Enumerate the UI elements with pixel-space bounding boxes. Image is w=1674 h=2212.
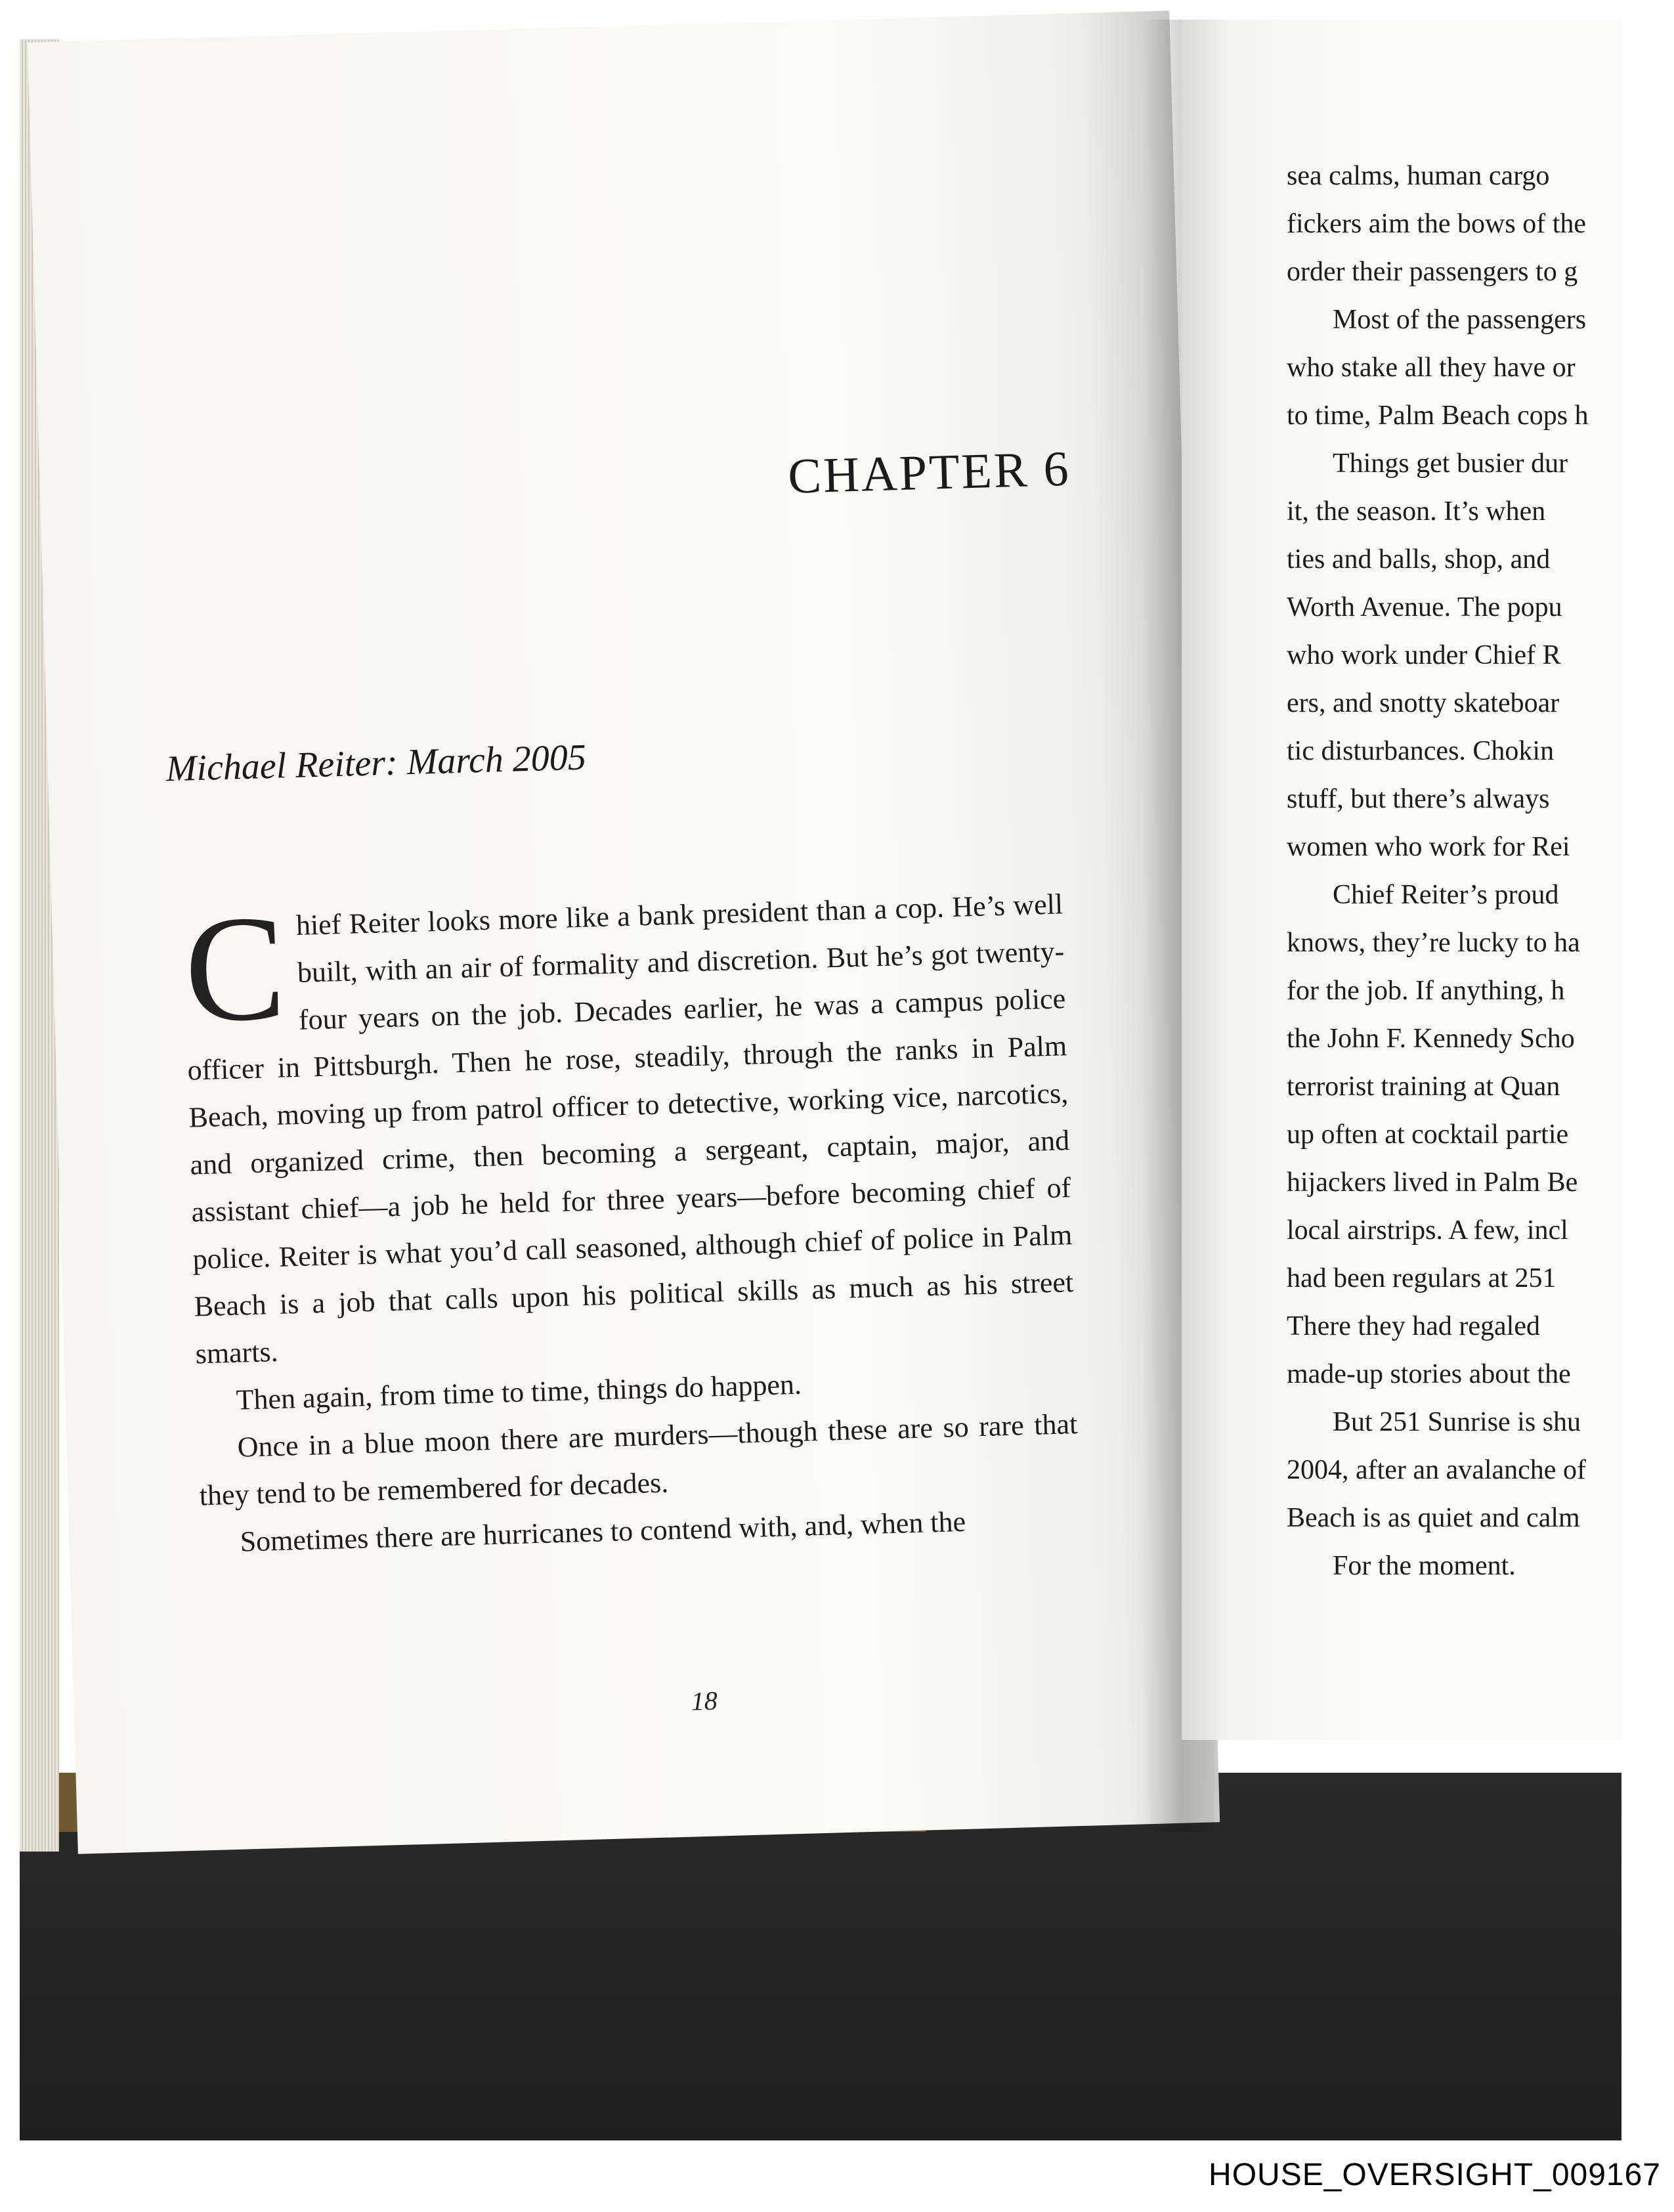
right-page-line: Things get busier dur — [1333, 448, 1568, 479]
right-page-line: Beach is as quiet and calm — [1287, 1503, 1580, 1533]
right-page-line: tic disturbances. Chokin — [1287, 736, 1555, 766]
right-page-line: terrorist training at Quan — [1287, 1072, 1560, 1102]
right-page-line: for the job. If anything, h — [1287, 976, 1565, 1006]
right-page-line: fickers aim the bows of the — [1287, 209, 1587, 239]
right-page-line: Worth Avenue. The popu — [1287, 592, 1562, 622]
page-number: 18 — [691, 1685, 718, 1716]
right-page-line: 2004, after an avalanche of — [1287, 1455, 1586, 1485]
page-cutoff — [1621, 20, 1674, 2186]
section-title: Michael Reiter: March 2005 — [165, 737, 587, 790]
chapter-body — [183, 880, 1081, 1567]
right-page-line: Most of the passengers — [1333, 305, 1587, 335]
right-page-line: made-up stories about the — [1287, 1359, 1571, 1389]
first-paragraph-text: hief Reiter looks more like a bank president than a cop. He’s well built, with an air of formality and discretion. But he’s got twenty-four years on the job. Decades earlier, he was a campus police officer in Pittsburgh. Then he rose, steadily, through the ranks in Palm Beach, moving up from patrol officer to detective, working vice, narcotics, and organized crime, then becoming a sergeant, captain, major, and assistant chief—a job he held for three years—before becoming chief of police. Reiter is what you’d call seasoned, although chief of police in Palm Beach is a job that calls upon his political skills as much as his street smarts. — [186, 888, 1074, 1370]
paragraph: Once in a blue moon there are murders—though these are so rare that they tend to be remembered for decades. — [199, 1408, 1078, 1512]
right-page-line: But 251 Sunrise is shu — [1333, 1407, 1581, 1437]
right-page-line: ers, and snotty skateboar — [1287, 688, 1560, 718]
right-page-text — [1287, 152, 1654, 1590]
right-page-line: who work under Chief R — [1287, 640, 1561, 670]
paragraph: Sometimes there are hurricanes to contend with, and, when the — [240, 1505, 966, 1558]
right-page-line: up often at cocktail partie — [1287, 1119, 1569, 1150]
right-page-line: had been regulars at 251 — [1287, 1263, 1556, 1293]
bates-number: HOUSE_OVERSIGHT_009167 — [1209, 2158, 1661, 2192]
right-page-line: the John F. Kennedy Scho — [1287, 1024, 1575, 1054]
right-page-line: There they had regaled — [1287, 1311, 1540, 1341]
right-page-line: Chief Reiter’s proud — [1333, 880, 1559, 910]
left-page — [28, 11, 1220, 1854]
first-paragraph — [183, 880, 1076, 1377]
right-page-line: hijackers lived in Palm Be — [1287, 1167, 1578, 1198]
right-page-line: order their passengers to g — [1287, 257, 1578, 287]
chapter-heading: CHAPTER 6 — [787, 441, 1071, 504]
right-page-line: stuff, but there’s always — [1287, 784, 1550, 814]
right-page-line: to time, Palm Beach cops h — [1287, 401, 1589, 431]
right-page-line: women who work for Rei — [1287, 832, 1570, 862]
right-page-line: ties and balls, shop, and — [1287, 544, 1551, 575]
drop-cap: C — [182, 883, 288, 1054]
right-page-line: local airstrips. A few, incl — [1287, 1215, 1568, 1246]
right-page-line: it, the season. It’s when — [1287, 496, 1546, 527]
right-page-line: who stake all they have or — [1287, 353, 1576, 383]
paragraph: Then again, from time to time, things do happen. — [235, 1368, 802, 1416]
right-page-line: sea calms, human cargo — [1287, 161, 1550, 191]
right-page-line: For the moment. — [1333, 1551, 1516, 1581]
right-page-line: knows, they’re lucky to ha — [1287, 928, 1580, 958]
